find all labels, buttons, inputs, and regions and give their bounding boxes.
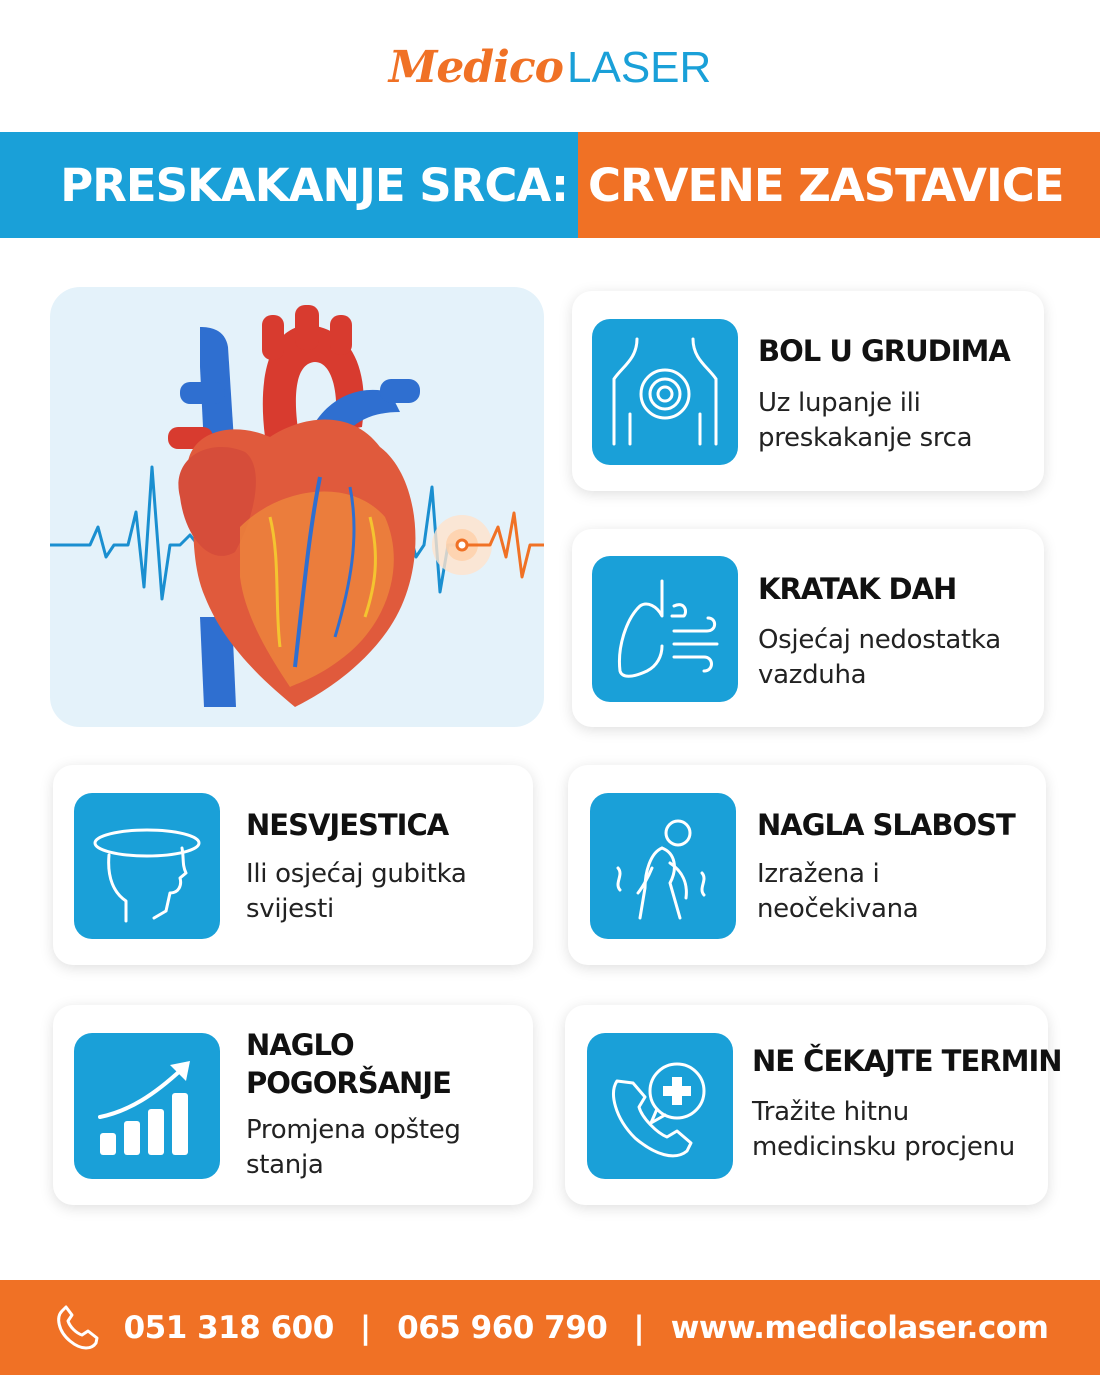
rising-chart-icon (74, 1033, 220, 1179)
card-sudden-worsening (53, 1005, 533, 1205)
card-shortness-of-breath (572, 529, 1044, 727)
lungs-wind-icon (592, 556, 738, 702)
dizzy-head-icon-box (74, 793, 220, 939)
title-banner (0, 132, 1100, 238)
aorta-branch-2 (295, 305, 319, 350)
card-title-line2: POGORŠANJE (246, 1066, 451, 1100)
card-fainting (53, 765, 533, 965)
vessel-branch-left (180, 382, 225, 404)
website-link[interactable]: www.medicolaser.com (670, 1309, 1049, 1346)
card-desc-line2: medicinsku procjenu (752, 1132, 1015, 1162)
title-left: PRESKAKANJE SRCA: (60, 158, 568, 212)
card-title: NAGLA SLABOST (757, 808, 1015, 842)
title-banner-left (0, 132, 578, 238)
contact-footer (0, 1280, 1100, 1375)
phone-number-2[interactable]: 065 960 790 (397, 1309, 608, 1346)
heart-illustration (50, 287, 544, 727)
card-sudden-weakness (568, 765, 1046, 965)
card-desc-line1: Ili osjećaj gubitka (246, 859, 467, 889)
card-title: KRATAK DAH (758, 572, 957, 606)
heart-illustration-panel (50, 287, 544, 727)
card-desc-line2: vazduha (758, 660, 867, 690)
chest-pain-icon (592, 319, 738, 465)
phone-number-1[interactable]: 051 318 600 (123, 1309, 334, 1346)
chest-pain-icon-box (592, 319, 738, 465)
card-dont-wait (565, 1005, 1062, 1205)
lungs-wind-icon-box (592, 556, 738, 702)
rising-chart-icon-box (74, 1033, 220, 1179)
logo-medico: Medico (388, 42, 564, 93)
card-desc-line1: Tražite hitnu (752, 1097, 909, 1127)
phone-medical-icon (587, 1033, 733, 1179)
title-banner-right (578, 132, 1100, 238)
card-desc-line2: preskakanje srca (758, 423, 973, 453)
title-right: CRVENE ZASTAVICE (588, 158, 1064, 212)
brand-logo (0, 42, 1100, 102)
card-title-line1: NAGLO (246, 1028, 354, 1062)
logo-laser: LASER (567, 43, 712, 92)
card-desc-line2: neočekivana (757, 894, 919, 924)
card-desc-line1: Osjećaj nedostatka (758, 625, 1001, 655)
weak-person-icon-box (590, 793, 736, 939)
weak-person-icon (590, 793, 736, 939)
card-desc-line2: svijesti (246, 894, 334, 924)
phone-medical-icon-box (587, 1033, 733, 1179)
footer-separator: | (359, 1309, 372, 1346)
phone-icon (52, 1303, 102, 1353)
card-title: NE ČEKAJTE TERMIN (752, 1044, 1062, 1078)
card-title: BOL U GRUDIMA (758, 334, 1010, 368)
card-desc-line1: Promjena opšteg (246, 1115, 461, 1145)
aorta-branch-1 (262, 315, 284, 360)
ecg-dot (457, 540, 467, 550)
pulmonary-branch (380, 379, 420, 403)
card-desc-line1: Uz lupanje ili (758, 388, 921, 418)
card-title: NESVJESTICA (246, 808, 449, 842)
card-desc-line2: stanja (246, 1150, 324, 1180)
dizzy-head-icon (74, 793, 220, 939)
card-desc-line1: Izražena i (757, 859, 880, 889)
aorta-branch-3 (330, 315, 352, 355)
card-chest-pain (572, 291, 1044, 491)
footer-separator: | (633, 1309, 645, 1346)
